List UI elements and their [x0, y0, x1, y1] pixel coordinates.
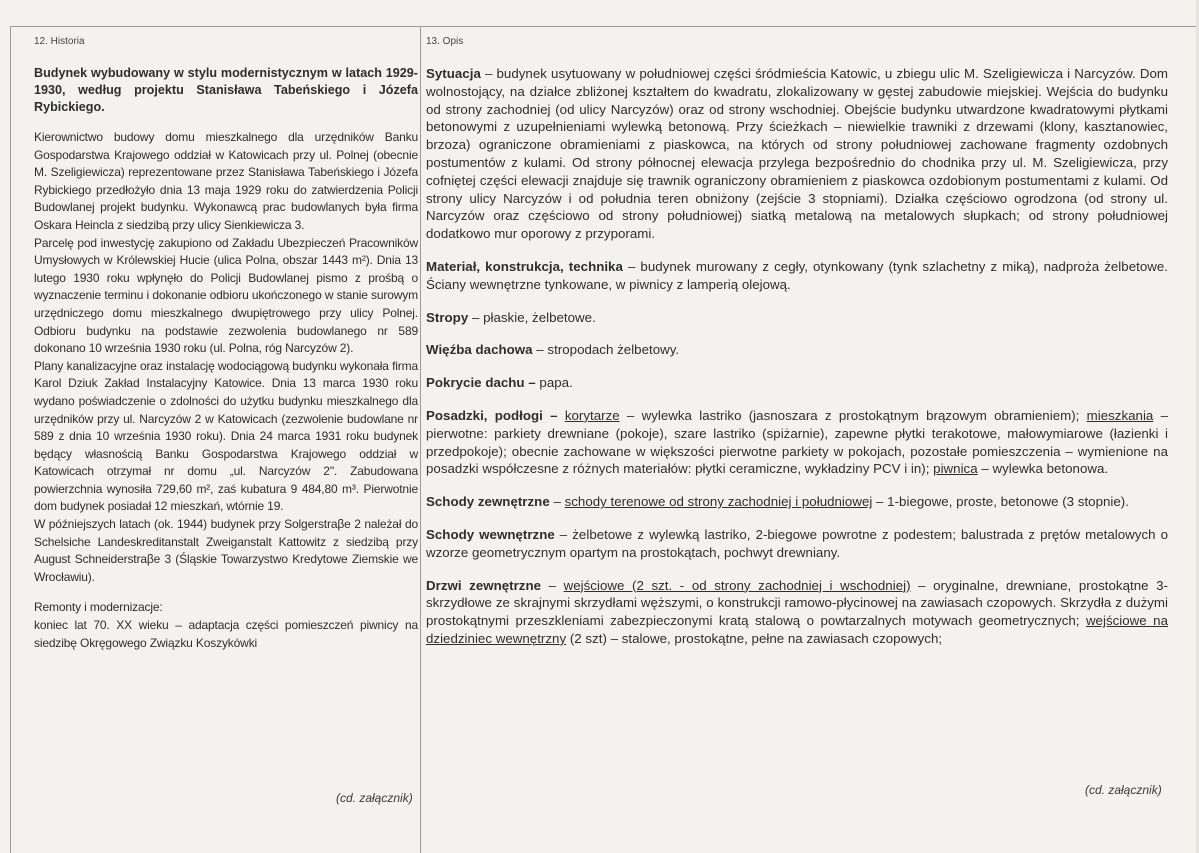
history-header: 12. Historia: [34, 36, 85, 47]
description-column: [426, 36, 1168, 648]
situation-label: Sytuacja: [426, 66, 481, 81]
floors-paragraph: Posadzki, podłogi – korytarze – wylewka lastriko (jasnoszara z prostokątnym brązowym obramieniem); mieszkania – pierwotne: parkiety drewniane (pokoje), szare lastriko (spiżarnie), zapewne płytki terakotowe, małowymiarowe (łazienki i przedpokoje); obecnie zachowane w większości pierwotne parkiety w pokojach, pozostałe pomieszczenia – wymienione na posadzki współczesne z różnych materiałów: płytki ceramiczne, wykładziny PCV i in); piwnica – wylewka betonowa.: [426, 407, 1169, 477]
column-divider: [420, 26, 421, 853]
external-stairs-paragraph: Schody zewnętrzne – schody terenowe od strony zachodniej i południowej – 1-biegowe, proste, betonowe (3 stopnie).: [426, 494, 1129, 510]
history-paragraph: Parcelę pod inwestycję zakupiono od Zakładu Ubezpieczeń Pracowników Umysłowych w Królewskiej Hucie (ulica Polna, obszar 1443 m²). Dnia 13 lutego 1930 roku wpłynęło do Policji Budowlanej pismo z prośbą o wyznaczenie terminu i dokonanie odbioru ukończonego w stanie surowym urzędniczego domu mieszkalnego dwupiętrowego przy ulicy Polnej. Odbioru budynku na podstawie zezwolenia budowlanego nr 589 dokonano 10 września 1930 roku (ul. Polna, róg Narcyzów 2).: [34, 235, 418, 356]
material-label: Materiał, konstrukcja, technika: [426, 258, 623, 274]
material-paragraph: Materiał, konstrukcja, technika – budynek murowany z cegły, otynkowany (tynk szlachetny z miką), nadproża żelbetowe. Ściany wewnętrzne tynkowane, w piwnicy z lamperią olejową.: [426, 258, 1168, 292]
renovations-text: koniec lat 70. XX wieku – adaptacja części pomieszczeń piwnicy na siedzibę Okręgowego Związku Koszykówki: [34, 618, 418, 650]
history-paragraph: Kierownictwo budowy domu mieszkalnego dla urzędników Banku Gospodarstwa Krajowego oddział w Katowicach przy ul. Polnej (obecnie M. Szeligiewicza) reprezentowane przez Stanisława Tabeńskiego i Józefa Rybickiego przedłożyło dnia 13 maja 1929 roku do zatwierdzenia Policji Budowlanej projekt budynku. Wykonawcą prac budowlanych była firma Oskara Heincla z siedzibą przy ulicy Sienkiewicza 3.: [34, 130, 418, 232]
renovations-title: Remonty i modernizacje:: [34, 600, 163, 615]
history-footer: (cd. załącznik): [336, 791, 413, 805]
description-footer: (cd. załącznik): [1085, 783, 1162, 797]
history-paragraph: Plany kanalizacyjne oraz instalację wodociągową budynku wykonała firma Karol Dziuk Zakład Instalacyjny Katowice. Dnia 13 marca 1930 roku wydano poświadczenie o zdolności do użytku budynku mieszkalnego dla urzędników przy ul. Narcyzów 2 w Katowicach (zezwolenie budowlane nr 589 z dnia 10 września 1930 roku). Dnia 24 marca 1931 roku budynek będący własnością Banku Gospodarstwa Krajowego oddział w Katowicach otrzymał nr domu „ul. Narcyzów 2". Zabudowana powierzchnia wynosiła 729,60 m², zaś kubatura 9 484,80 m³. Pierwotnie dom budynek posiadał 12 mieszkań, wtórnie 19.: [34, 358, 418, 514]
history-lead: Budynek wybudowany w stylu modernistycznym w latach 1929-1930, według projektu Stanisława Tabeńskiego i Józefa Rybickiego.: [34, 66, 418, 114]
history-paragraph: W późniejszych latach (ok. 1944) budynek przy Solgerstraβe 2 należał do Schelsiche Landeskreditanstalt Zweiganstalt Kattowitz z siedzibą przy August Schneiderstraβe 3 (Śląskie Towarzystwo Kredytowe Ziemskie we Wrocławiu).: [34, 517, 418, 584]
roofing-paragraph: Pokrycie dachu – papa.: [426, 375, 573, 391]
history-column: [34, 36, 418, 652]
roof-truss-paragraph: Więźba dachowa – stropodach żelbetowy.: [426, 342, 680, 358]
situation-paragraph: Sytuacja – budynek usytuowany w południowej części śródmieścia Katowic, u zbiegu ulic M. Szeligiewicza i Narcyzów. Dom wolnostojący, na działce zbliżonej kształtem do kwadratu, zlokalizowany w gęstej zabudowie miejskiej. Wejścia do budynku od strony zachodniej (od ulicy Narcyzów) oraz od strony wschodniej. Obejście budynku utwardzone kwadratowymi płytkami betonowymi z uzupełnieniami wylewką betonową. Przy ścieżkach – niewielkie trawniki z drzewami (klony, kasztanowiec, brzoza) ograniczone obramieniami z piaskowca, na których od strony południowej zachowane fragmenty ozdobnych postumentów z kulami. Od strony północnej elewacja przylega bezpośrednio do chodnika przy ul. M. Szeligiewicza, przy cofniętej części elewacji znajduje się trawnik ograniczony obramieniem z piaskowca ozdobionym postumentami z kulami. Od strony ulicy Narcyzów i od południa teren obniżony (zejście 3 stopniami). Działka częściowo ogrodzona (od strony ul. Narcyzów oraz częściowo od strony południowej) siatką metalową na metalowych słupkach; od strony południowej dodatkowo mur oporowy z przyporami.: [426, 66, 1168, 242]
internal-stairs-paragraph: Schody wewnętrzne – żelbetowe z wylewką lastriko, 2-biegowe powrotne z podestem; balustrada z prętów metalowych o wzorze geometrycznym opartym na prostokątach, pochwyt drewniany.: [426, 526, 1168, 560]
ceilings-paragraph: Stropy – płaskie, żelbetowe.: [426, 309, 596, 325]
external-doors-paragraph: Drzwi zewnętrzne – wejściowe (2 szt. - od strony zachodniej i wschodniej) – oryginalne, drewniane, prostokątne 3-skrzydłowe ze skrajnymi skrzydłami węższymi, o konstrukcji ramowo-płycinowej na zawiasach czopowych. Skrzydła z dużymi prostokątnymi przeszkleniami zabezpieczonymi kratą stalową o powtarzalnych motywach geometrycznych; wejściowe na dziedziniec wewnętrzny (2 szt) – stalowe, prostokątne, pełne na zawiasach czopowych;: [426, 577, 1168, 646]
description-header: 13. Opis: [426, 36, 464, 47]
